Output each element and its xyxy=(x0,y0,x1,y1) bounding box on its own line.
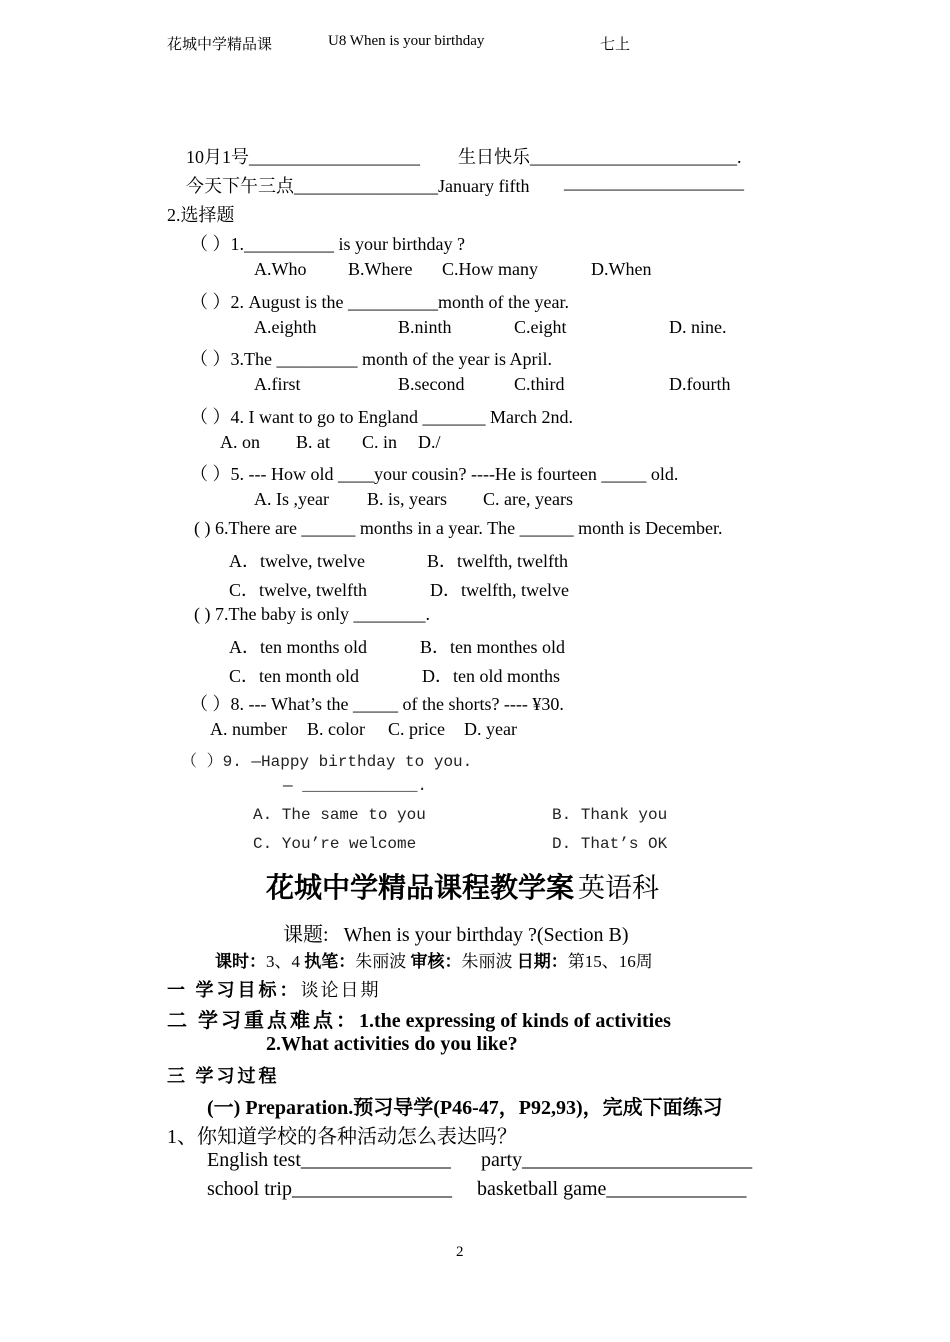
q1-option-b: B.Where xyxy=(348,259,413,279)
author-value: 朱丽波 xyxy=(355,952,407,971)
question-9: （ ）9. —Happy birthday to you. xyxy=(181,753,473,771)
lesson-topic xyxy=(283,918,629,947)
question-4: （ ）4. I want to go to England _______ March 2nd. xyxy=(190,407,573,427)
q5-option-c: C. are, years xyxy=(483,489,573,509)
q6-option-d: D．twelfth, twelve xyxy=(430,580,569,600)
q6-option-c: C．twelve, twelfth xyxy=(229,580,367,600)
question-2: （ ）2. August is the __________month of the year. xyxy=(190,292,569,312)
q4-option-d: D./ xyxy=(418,432,441,452)
topic-label: 课题: xyxy=(283,924,329,946)
q3-option-b: B.second xyxy=(398,374,465,394)
activities-question: 1、你知道学校的各种活动怎么表达吗？ xyxy=(167,1126,517,1148)
q7-option-a: A．ten months old xyxy=(229,637,367,657)
translate-item-blank: ____________________ xyxy=(564,172,744,192)
preparation-heading: (一) Preparation.预习导学(P46-47，P92,93)，完成下面练习 xyxy=(207,1097,723,1119)
author-label: 执笔： xyxy=(304,952,356,971)
q5-option-b: B. is, years xyxy=(367,489,447,509)
header-school: 花城中学精品课 xyxy=(167,37,273,53)
q8-option-c: C. price xyxy=(388,719,445,739)
question-8: （ ）8. --- What’s the _____ of the shorts? ---- ¥30. xyxy=(190,694,564,714)
translate-item-date: 10月1号___________________ xyxy=(186,147,420,167)
q5-option-a: A. Is ,year xyxy=(254,489,329,509)
topic-value: When is your birthday ?(Section B) xyxy=(343,924,629,946)
section-title-choice: 2.选择题 xyxy=(167,205,235,225)
q7-option-c: C．ten month old xyxy=(229,666,359,686)
q1-option-c: C.How many xyxy=(442,259,538,279)
q4-option-b: B. at xyxy=(296,432,330,452)
goal-label: 一 学习目标： xyxy=(167,980,301,1000)
q9-option-d: D. That’s OK xyxy=(552,835,668,853)
q2-option-c: C.eight xyxy=(514,317,567,337)
lesson-title-main: 花城中学精品课程教学案 xyxy=(266,873,575,904)
period-label: 课时： xyxy=(215,952,266,971)
q4-option-c: C. in xyxy=(362,432,398,452)
header-grade: 七上 xyxy=(600,37,631,53)
q6-option-b: B．twelfth, twelfth xyxy=(427,551,568,571)
lesson-title-subject: 英语科 xyxy=(578,873,660,903)
period-value: 3、4 xyxy=(266,952,300,971)
activity-party: party_______________________ xyxy=(481,1149,753,1171)
activity-school-trip: school trip________________ xyxy=(207,1178,452,1200)
activity-english-test: English test_______________ xyxy=(207,1149,451,1171)
q1-option-d: D.When xyxy=(591,259,652,279)
question-6: ( ) 6.There are ______ months in a year. The ______ month is December. xyxy=(194,518,723,538)
question-1: （ ）1.__________ is your birthday ? xyxy=(190,234,465,254)
key-line xyxy=(167,1004,671,1033)
translate-item-afternoon: 今天下午三点________________January fifth xyxy=(186,176,530,196)
page-number: 2 xyxy=(456,1244,464,1260)
q3-option-a: A.first xyxy=(254,374,301,394)
q8-option-a: A. number xyxy=(210,719,287,739)
translate-item-birthday: 生日快乐_______________________. xyxy=(458,147,742,167)
q3-option-c: C.third xyxy=(514,374,565,394)
q9-option-b: B. Thank you xyxy=(552,806,668,824)
review-label: 审核： xyxy=(410,952,462,971)
question-3: （ ）3.The _________ month of the year is April. xyxy=(190,349,552,369)
review-value: 朱丽波 xyxy=(461,952,513,971)
q4-option-a: A. on xyxy=(220,432,260,452)
q9-reply: — ____________. xyxy=(283,777,428,795)
q7-option-d: D．ten old months xyxy=(422,666,560,686)
q1-option-a: A.Who xyxy=(254,259,307,279)
q9-option-c: C. You’re welcome xyxy=(253,835,417,853)
date-value: 第15、16周 xyxy=(567,952,653,971)
process-label: 三 学习过程 xyxy=(167,1066,280,1086)
q6-option-a: A．twelve, twelve xyxy=(229,551,365,571)
goal-value: 谈论日期 xyxy=(300,980,381,1000)
q7-option-b: B．ten monthes old xyxy=(420,637,565,657)
lesson-title xyxy=(266,866,659,906)
header-unit: U8 When is your birthday xyxy=(328,33,485,49)
key-label: 二 学习重点难点： xyxy=(167,1010,359,1032)
key-item-2: 2.What activities do you like? xyxy=(266,1033,518,1055)
goal-line xyxy=(167,976,381,1002)
q8-option-b: B. color xyxy=(307,719,365,739)
activity-basketball-game: basketball game______________ xyxy=(477,1178,747,1200)
date-label: 日期： xyxy=(516,952,568,971)
q2-option-a: A.eighth xyxy=(254,317,317,337)
q2-option-d: D. nine. xyxy=(669,317,727,337)
q2-option-b: B.ninth xyxy=(398,317,452,337)
lesson-info xyxy=(215,947,653,972)
question-7: ( ) 7.The baby is only ________. xyxy=(194,604,430,624)
q3-option-d: D.fourth xyxy=(669,374,731,394)
q9-option-a: A. The same to you xyxy=(253,806,426,824)
key-item-1: 1.the expressing of kinds of activities xyxy=(359,1010,671,1032)
question-5: （ ）5. --- How old ____your cousin? ----He is fourteen _____ old. xyxy=(190,464,679,484)
q8-option-d: D. year xyxy=(464,719,517,739)
